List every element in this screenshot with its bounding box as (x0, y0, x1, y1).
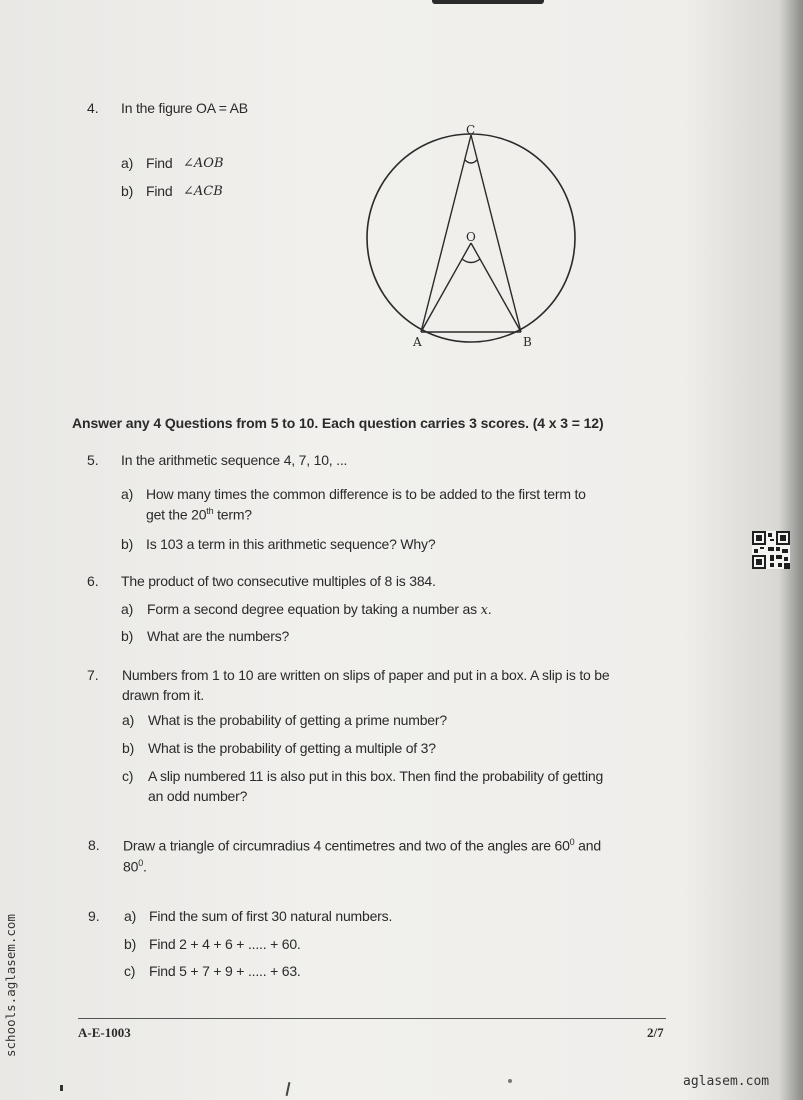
q6-a-text: Form a second degree equation by taking a number as x. (147, 601, 492, 618)
angle-arc-o (462, 259, 480, 263)
scan-mark-small (508, 1079, 512, 1083)
q7-c-label: c) (122, 768, 134, 784)
radius-oa (421, 243, 471, 332)
q8-line1: Draw a triangle of circumradius 4 centimetres and two of the angles are $60^0$ and (123, 837, 601, 854)
label-b: B (523, 335, 532, 349)
scan-mark-mid (286, 1082, 291, 1096)
q4-a-text: Find (146, 155, 173, 171)
q7-c-line1: A slip numbered 11 is also put in this box. Then find the probability of getting (148, 768, 604, 784)
q5-a-line2: get the 20th term? (146, 506, 252, 523)
q9-a-label: a) (124, 908, 137, 924)
watermark-side: schools.aglasem.com (3, 914, 18, 1057)
footer-page: 2/7 (647, 1025, 664, 1040)
q4-b-text: Find (146, 183, 173, 199)
label-o: O (466, 230, 476, 244)
scan-mark-top (432, 0, 544, 4)
q8-line2: $80^0$. (123, 858, 147, 875)
q9-number: 9. (88, 908, 100, 924)
q4-b-math: ∠ACB (183, 184, 223, 199)
q5-b-label: b) (121, 536, 134, 552)
q4-b-label: b) (121, 183, 134, 199)
q6-b-label: b) (121, 628, 134, 644)
q6-number: 6. (87, 573, 99, 589)
q6-a-label: a) (121, 601, 134, 617)
q7-a-label: a) (122, 712, 135, 728)
q4-number: 4. (87, 100, 99, 116)
section-instruction: Answer any 4 Questions from 5 to 10. Each question carries 3 scores. (4 x 3 = 12) (72, 415, 604, 431)
label-a: A (413, 335, 422, 349)
q5-stem: In the arithmetic sequence 4, 7, 10, ... (121, 452, 348, 468)
q7-number: 7. (87, 667, 99, 683)
label-c: C (466, 123, 476, 137)
q7-b-text: What is the probability of getting a multiple of 3? (148, 740, 436, 756)
q9-c-label: c) (124, 963, 136, 979)
footer-rule (78, 1018, 666, 1019)
chord-ca (421, 135, 471, 332)
q9-b-text: Find 2 + 4 + 6 + ..... + 60. (149, 936, 301, 952)
watermark-corner: aglasem.com (683, 1074, 770, 1089)
q5-b-text: Is 103 a term in this arithmetic sequence? Why? (146, 536, 436, 552)
q5-a-line1: How many times the common difference is to be added to the first term to (146, 486, 586, 502)
q9-b-label: b) (124, 936, 137, 952)
q9-a-text: Find the sum of first 30 natural numbers. (149, 908, 393, 924)
angle-arc-c (465, 160, 477, 163)
q9-c-text: Find 5 + 7 + 9 + ..... + 63. (149, 963, 301, 979)
q7-c-line2: an odd number? (148, 788, 248, 804)
radius-ob (471, 243, 521, 332)
chord-cb (471, 135, 521, 332)
q7-a-text: What is the probability of getting a prime number? (148, 712, 447, 728)
q7-stem-line2: drawn from it. (122, 687, 204, 703)
q5-number: 5. (87, 452, 99, 468)
q5-a-label: a) (121, 486, 134, 502)
scan-mark-left (60, 1085, 63, 1091)
q7-b-label: b) (122, 740, 135, 756)
qr-code (752, 531, 790, 569)
q4-stem: In the figure OA = AB (121, 100, 248, 116)
q4-a-math: ∠AOB (183, 156, 224, 171)
q6-b-text: What are the numbers? (147, 628, 290, 644)
q4-circle-figure (355, 118, 590, 358)
q7-stem-line1: Numbers from 1 to 10 are written on slips of paper and put in a box. A slip is to be (122, 667, 610, 683)
q6-stem: The product of two consecutive multiples of 8 is 384. (121, 573, 436, 589)
q8-number: 8. (88, 837, 100, 853)
q4-a-label: a) (121, 155, 134, 171)
footer-code: A-E-1003 (78, 1025, 131, 1040)
